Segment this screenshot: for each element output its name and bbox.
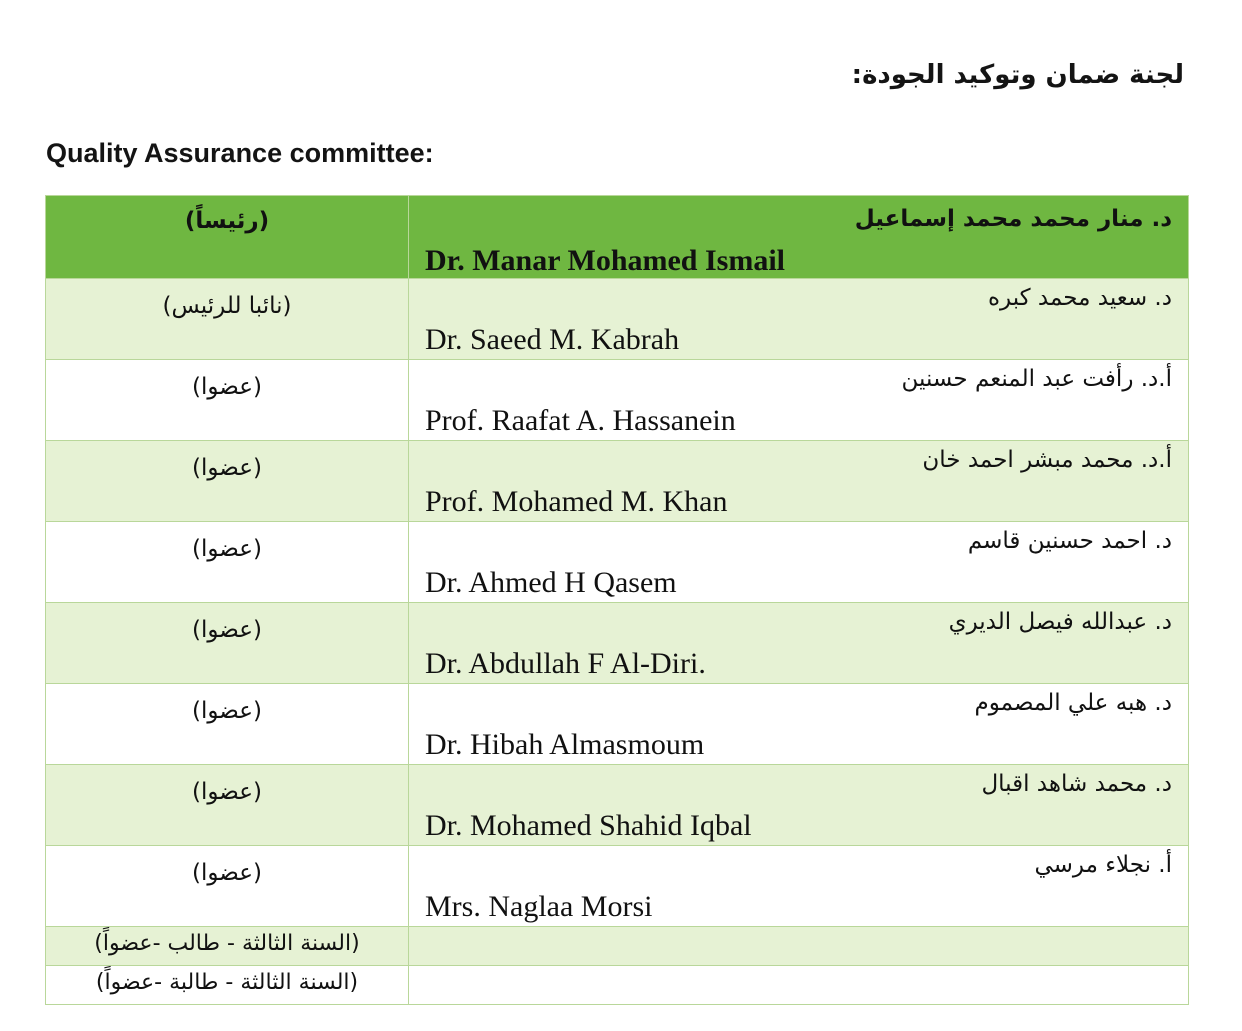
table-row [46, 279, 1189, 360]
member-role: (عضوا) [192, 455, 262, 481]
role-cell [46, 441, 409, 522]
empty-name-cell [409, 966, 1189, 1005]
committee-heading-english: Quality Assurance committee: [46, 138, 434, 168]
table-row [46, 603, 1189, 684]
member-name-arabic: د. احمد حسنين قاسم [967, 528, 1172, 554]
table-row-student [46, 927, 1189, 966]
member-name-arabic: د. محمد شاهد اقبال [981, 771, 1172, 797]
role-cell [46, 846, 409, 927]
name-cell [409, 603, 1189, 684]
member-name-english: Mrs. Naglaa Morsi [425, 890, 653, 923]
committee-table [45, 195, 1189, 1005]
committee-heading-arabic: لجنة ضمان وتوكيد الجودة: [851, 60, 1184, 90]
role-cell [46, 927, 409, 966]
member-name-arabic: أ. نجلاء مرسي [1034, 852, 1172, 878]
member-role: (نائبا للرئيس) [162, 293, 292, 319]
role-cell [46, 196, 409, 279]
member-role: (عضوا) [192, 374, 262, 400]
table-row [46, 360, 1189, 441]
student-role: (السنة الثالثة - طالب -عضواً) [94, 931, 360, 956]
table-row [46, 441, 1189, 522]
table-row [46, 522, 1189, 603]
name-cell [409, 522, 1189, 603]
table-row [46, 846, 1189, 927]
member-name-arabic: د. هبه علي المصموم [974, 690, 1172, 716]
role-cell [46, 360, 409, 441]
member-name-english: Dr. Hibah Almasmoum [425, 728, 705, 761]
name-cell [409, 279, 1189, 360]
table-row [46, 765, 1189, 846]
member-role: (عضوا) [192, 860, 262, 886]
member-name-arabic: د. منار محمد محمد إسماعيل [854, 206, 1172, 232]
name-cell [409, 684, 1189, 765]
member-name-english: Prof. Raafat A. Hassanein [425, 404, 736, 437]
name-cell [409, 441, 1189, 522]
member-name-arabic: أ.د. محمد مبشر احمد خان [922, 447, 1172, 473]
member-role: (عضوا) [192, 617, 262, 643]
member-role: (عضوا) [192, 698, 262, 724]
member-role: (رئيساً) [184, 208, 270, 234]
member-name-english: Dr. Abdullah F Al-Diri. [425, 647, 706, 680]
member-name-arabic: أ.د. رأفت عبد المنعم حسنين [901, 366, 1172, 392]
member-name-english: Dr. Manar Mohamed Ismail [425, 244, 785, 277]
member-role: (عضوا) [192, 536, 262, 562]
role-cell [46, 279, 409, 360]
role-cell [46, 684, 409, 765]
member-name-english: Dr. Mohamed Shahid Iqbal [425, 809, 752, 842]
member-name-arabic: د. سعيد محمد كبره [987, 285, 1172, 311]
member-name-english: Prof. Mohamed M. Khan [425, 485, 728, 518]
name-cell [409, 196, 1189, 279]
name-cell [409, 360, 1189, 441]
table-row-student [46, 966, 1189, 1005]
role-cell [46, 765, 409, 846]
name-cell [409, 846, 1189, 927]
member-name-english: Dr. Ahmed H Qasem [425, 566, 677, 599]
role-cell [46, 603, 409, 684]
name-cell [409, 765, 1189, 846]
member-name-arabic: د. عبدالله فيصل الديري [948, 609, 1172, 635]
member-name-english: Dr. Saeed M. Kabrah [425, 323, 680, 356]
empty-name-cell [409, 927, 1189, 966]
table-row-chair [46, 196, 1189, 279]
member-role: (عضوا) [192, 779, 262, 805]
table-row [46, 684, 1189, 765]
student-role: (السنة الثالثة - طالبة -عضواً) [95, 970, 359, 995]
role-cell [46, 966, 409, 1005]
role-cell [46, 522, 409, 603]
